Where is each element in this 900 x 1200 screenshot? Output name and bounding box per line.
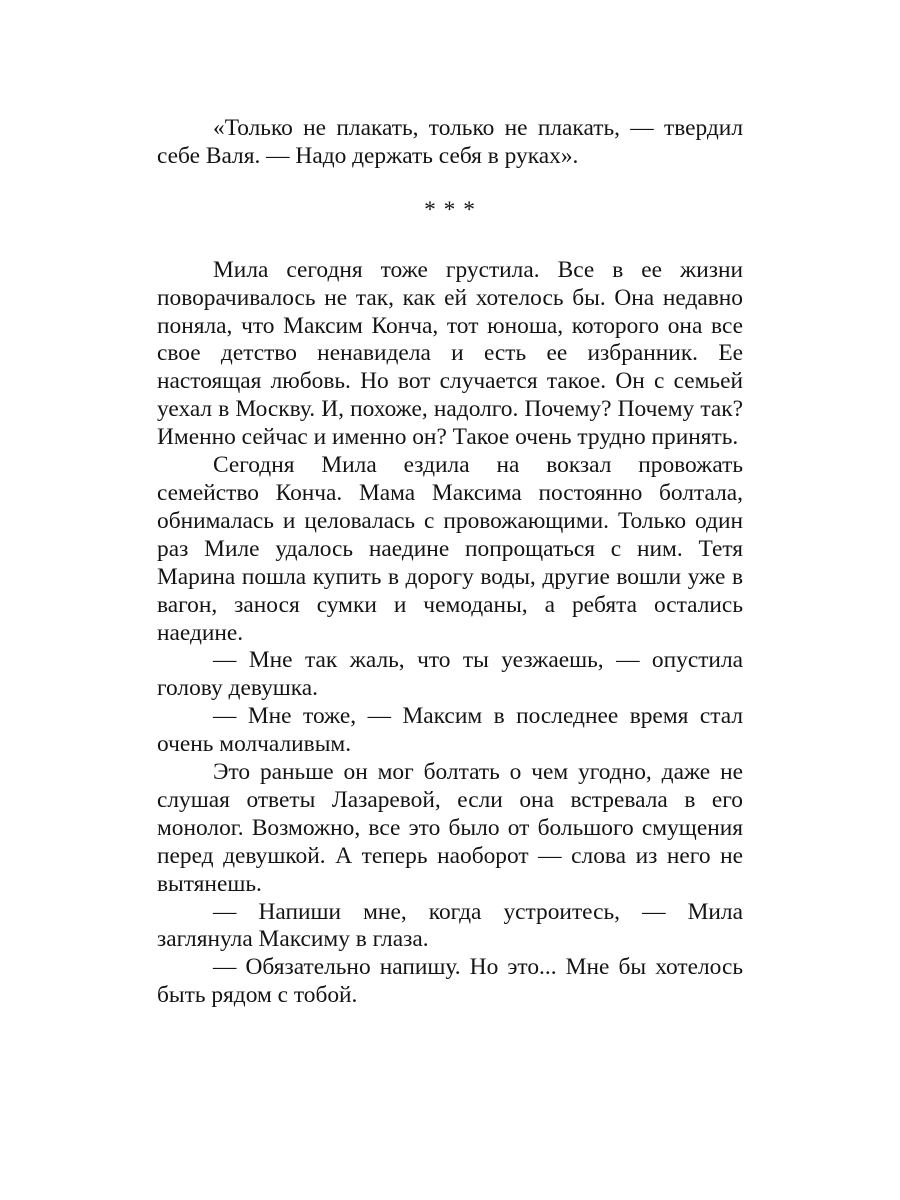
book-page (157, 115, 743, 1010)
dialogue-line: — Напиши мне, когда устроитесь, — Мила заглянула Максиму в глаза. (157, 898, 743, 953)
paragraph: Мила сегодня тоже грустила. Все в ее жизни поворачивалось не так, как ей хотелось бы. Она недавно поняла, что Максим Конча, тот юноша, которого она все свое детство ненавидела и есть ее избранник. Ее настоящая любовь. Но вот случается такое. Он с семьей уехал в Москву. И, похоже, надолго. Почему? Почему так? Именно сейчас и именно он? Такое очень трудно принять. (157, 256, 743, 451)
dialogue-line: — Мне тоже, — Максим в последнее время стал очень молчаливым. (157, 703, 743, 758)
dialogue-line: — Мне так жаль, что ты уезжаешь, — опустила голову девушка. (157, 647, 743, 702)
intro-paragraph: «Только не плакать, только не плакать, — твердил себе Валя. — Надо держать себя в руках». (157, 115, 743, 169)
paragraph: Это раньше он мог болтать о чем угодно, даже не слушая ответы Лазаревой, если она встревала в его монолог. Возможно, все это было от большого смущения перед девушкой. А теперь наоборот — слова из него не вытянешь. (157, 759, 743, 897)
paragraph: Сегодня Мила ездила на вокзал провожать семейство Конча. Мама Максима постоянно болтала, обнималась и целовалась с провожающими. Только один раз Миле удалось наедине попрощаться с ним. Тетя Марина пошла купить в дорогу воды, другие вошли уже в вагон, занося сумки и чемоданы, а ребята остались наедине. (157, 452, 743, 646)
section-separator: * * * (424, 196, 476, 223)
dialogue-line: — Обязательно напишу. Но это... Мне бы хотелось быть рядом с тобой. (157, 954, 743, 1009)
